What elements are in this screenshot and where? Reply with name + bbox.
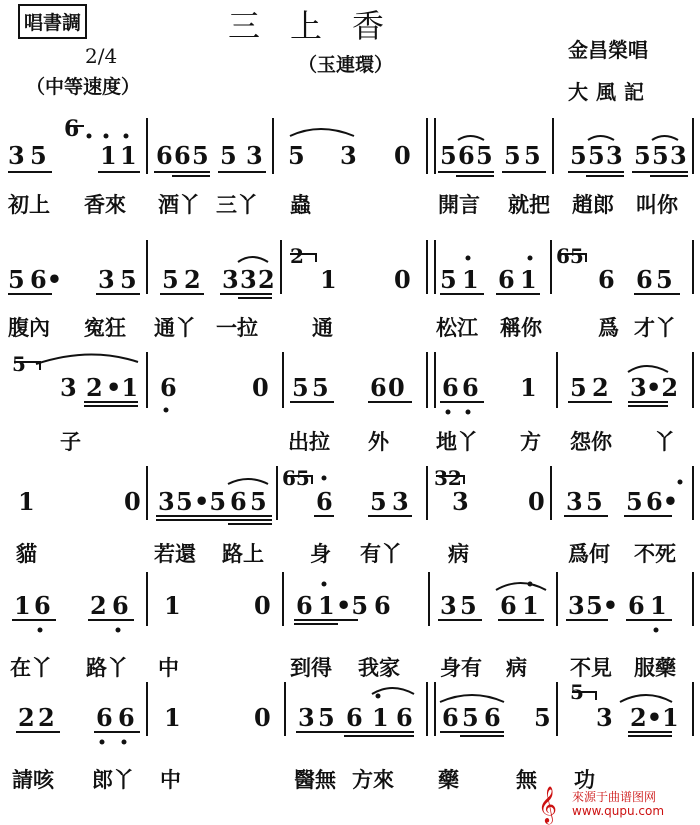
lyric: 寃狂 (84, 316, 126, 340)
note: 0 (394, 141, 411, 170)
time-signature: 2/4 (85, 44, 118, 68)
note: 5 (8, 265, 25, 294)
note: •1 (106, 373, 139, 402)
note: 6 (64, 116, 80, 142)
note: 3 (340, 141, 357, 170)
lyric: 若還 (154, 542, 196, 566)
lyric: 身 (310, 542, 331, 566)
lyric: 怨你 (570, 430, 612, 454)
lyric: 地丫 (436, 430, 478, 454)
note: 6 (628, 591, 645, 620)
note: 1 (100, 141, 117, 170)
note: 2 (290, 244, 304, 268)
note: 0 (394, 265, 411, 294)
note: 6 (484, 703, 501, 732)
page-title: 三上香 (228, 7, 415, 45)
note: 5 (220, 141, 237, 170)
lyric: 初上 (8, 193, 50, 217)
note: 65 (282, 466, 310, 490)
note: 1 (320, 265, 337, 294)
note: 3 (240, 265, 257, 294)
note: 3 (440, 591, 457, 620)
note: 3 (246, 141, 263, 170)
lyric: 就把 (508, 193, 550, 217)
note: 5 (440, 141, 457, 170)
lyric: 中 (158, 656, 179, 680)
note: 3 (158, 487, 175, 516)
lyric: 丫 (654, 430, 675, 454)
note: 5 (370, 487, 387, 516)
watermark-line-2: www.qupu.com (572, 804, 665, 818)
note: 5 (292, 373, 309, 402)
note: 1 (120, 141, 137, 170)
lyric: 貓 (16, 542, 37, 566)
note: 3 (630, 373, 647, 402)
note: 5 (626, 487, 643, 516)
lyric: 出拉 (288, 430, 330, 454)
note: 3 (670, 141, 687, 170)
lyric: 郎丫 (92, 768, 134, 792)
note: 5 (634, 141, 651, 170)
note: 2 (258, 265, 275, 294)
note: 5 (476, 141, 493, 170)
note: •5 (336, 591, 369, 620)
lyric: 爲何 (568, 542, 610, 566)
lyric: 香來 (84, 193, 126, 217)
lyric: 通丫 (154, 316, 196, 340)
note: 32 (434, 466, 462, 490)
note: 6 (96, 703, 113, 732)
note: 6• (30, 265, 63, 294)
note: 5 (318, 703, 335, 732)
lyric: 稱你 (500, 316, 542, 340)
genre-label: 唱書調 (24, 12, 82, 34)
lyric: 路丫 (86, 656, 128, 680)
lyric: 方來 (352, 768, 394, 792)
note: 2 (592, 373, 609, 402)
note: 2 (38, 703, 55, 732)
note: 5 (250, 487, 267, 516)
note: 3 (566, 487, 583, 516)
note: 5 (570, 141, 587, 170)
note: 2•1 (630, 703, 679, 732)
note: 6 (442, 373, 459, 402)
note: 6 (462, 373, 479, 402)
lyric: 三丫 (216, 193, 258, 217)
note: 5 (192, 141, 209, 170)
note: 3 (606, 141, 623, 170)
lyric: 方 (520, 430, 541, 454)
note: 1 (164, 591, 181, 620)
lyric: 功 (574, 768, 595, 792)
note: 6 (442, 703, 459, 732)
lyric: 無 (516, 768, 537, 792)
note: 6 (118, 703, 135, 732)
lyric: 路上 (222, 542, 264, 566)
lyric: 我家 (358, 656, 400, 680)
note: 6 (160, 373, 177, 402)
note: 0 (124, 487, 141, 516)
lyric: 病 (506, 656, 527, 680)
note: •2 (646, 373, 679, 402)
note: 5 (288, 141, 305, 170)
note: 1 (14, 591, 31, 620)
lyric: 不死 (634, 542, 676, 566)
note: 5 (312, 373, 329, 402)
subtitle: （玉連環） (298, 54, 394, 76)
note: 6 (636, 265, 653, 294)
note: 5 (120, 265, 137, 294)
note: 3 (452, 487, 469, 516)
note: 1 (520, 373, 537, 402)
note: 6 (346, 703, 363, 732)
note: 6 (230, 487, 247, 516)
lyric: 身有 (440, 656, 482, 680)
lyric: 叫你 (636, 193, 678, 217)
lyric: 一拉 (216, 316, 258, 340)
note: 5 (162, 265, 179, 294)
note: 1 (462, 265, 479, 294)
note: 5 (588, 141, 605, 170)
lyric: 到得 (290, 656, 332, 680)
note: 3 (392, 487, 409, 516)
note: 0 (528, 487, 545, 516)
tempo-marking: （中等速度） (26, 76, 141, 98)
note: 1 (650, 591, 667, 620)
note: 6 (374, 591, 391, 620)
singer-credit: 金昌榮唱 (568, 38, 648, 62)
note: 5 (462, 703, 479, 732)
note: 5 (570, 373, 587, 402)
lyric: 子 (60, 430, 81, 454)
note: 65 (556, 244, 584, 268)
note: 5 (30, 141, 47, 170)
note: 6 (498, 265, 515, 294)
note: 1 (522, 591, 539, 620)
lyric: 醫無 (294, 768, 336, 792)
lyric: 有丫 (360, 542, 402, 566)
lyric: 開言 (438, 193, 480, 217)
lyric: 通 (312, 316, 333, 340)
note: 6 (316, 487, 333, 516)
lyric: 請咳 (12, 768, 54, 792)
lyric: 蟲 (290, 193, 311, 217)
lyric: 外 (368, 430, 389, 454)
note: 2 (90, 591, 107, 620)
note: 5 (524, 141, 541, 170)
note: 1 (318, 591, 335, 620)
note: 6 (370, 373, 387, 402)
note: 0 (254, 591, 271, 620)
note: 6 (396, 703, 413, 732)
note: 5 (460, 591, 477, 620)
note: 6 (458, 141, 475, 170)
lyric: 不見 (570, 656, 612, 680)
note: 3 (60, 373, 77, 402)
recorder-credit: 大風記 (568, 80, 652, 104)
note: 2 (184, 265, 201, 294)
lyric: 服藥 (634, 656, 676, 680)
note: 0 (254, 703, 271, 732)
watermark-line-1: 來源于曲谱图网 (572, 790, 657, 804)
treble-clef-icon: 𝄞 (538, 785, 557, 823)
note: 5 (176, 487, 193, 516)
note: 5 (652, 141, 669, 170)
lyric: 在丫 (10, 656, 52, 680)
note: 5 (570, 680, 584, 704)
note: 3 (298, 703, 315, 732)
note: 5 (12, 352, 26, 376)
note: 3 (568, 591, 585, 620)
note: 5 (504, 141, 521, 170)
note: 6 (598, 265, 615, 294)
note: 5 (534, 703, 551, 732)
note: 5• (586, 591, 619, 620)
note: 5 (586, 487, 603, 516)
note: 6 (296, 591, 313, 620)
note: 6 (156, 141, 173, 170)
lyric: 才丫 (634, 316, 676, 340)
note: 3 (596, 703, 613, 732)
note: 2 (18, 703, 35, 732)
lyric: 中 (160, 768, 181, 792)
note: 3 (222, 265, 239, 294)
note: 6 (34, 591, 51, 620)
note: 1 (164, 703, 181, 732)
lyric: 藥 (438, 768, 459, 792)
lyric: 松江 (436, 316, 478, 340)
note: 3 (98, 265, 115, 294)
note: 6• (646, 487, 679, 516)
note: 1 (520, 265, 537, 294)
note: 6 (500, 591, 517, 620)
lyric: 腹內 (8, 316, 50, 340)
note: •5 (194, 487, 227, 516)
note: 6 (112, 591, 129, 620)
lyric: 病 (448, 542, 469, 566)
note: 0 (388, 373, 405, 402)
note: 1 (372, 703, 389, 732)
note: 5 (656, 265, 673, 294)
note: 0 (252, 373, 269, 402)
lyric: 爲 (598, 316, 619, 340)
note: 5 (440, 265, 457, 294)
note: 1 (18, 487, 35, 516)
note: 2 (86, 373, 103, 402)
lyric: 酒丫 (158, 193, 200, 217)
lyric: 趙郎 (572, 193, 614, 217)
note: 6 (174, 141, 191, 170)
note: 3 (8, 141, 25, 170)
